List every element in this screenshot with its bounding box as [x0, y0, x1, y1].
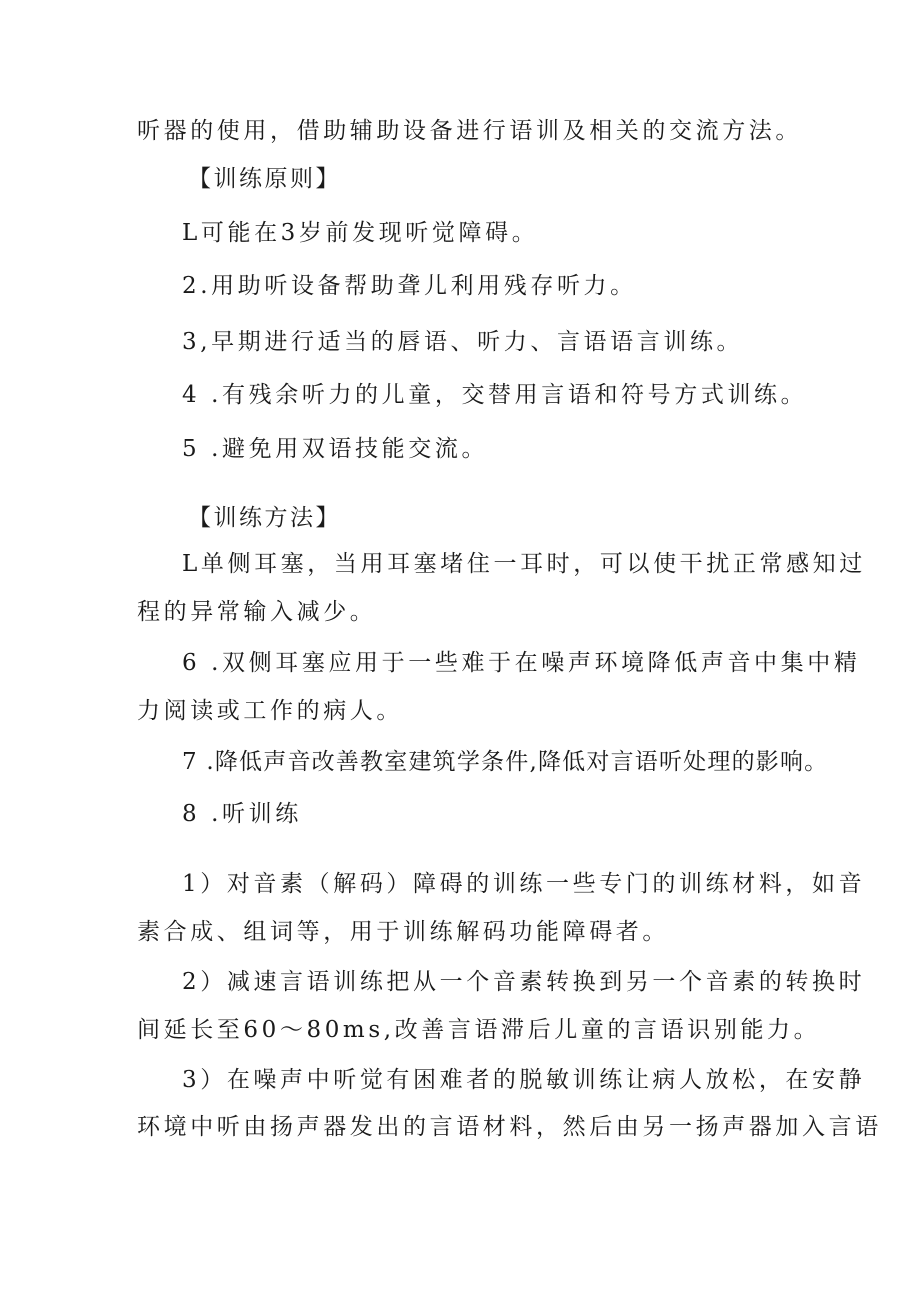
- listening-item-3-line-1: 3）在噪声中听觉有困难者的脱敏训练让病人放松，在安静: [182, 1067, 866, 1093]
- principle-item-1: L可能在3岁前发现听觉障碍。: [182, 220, 539, 246]
- listening-item-1-line-2: 素合成、组词等，用于训练解码功能障碍者。: [137, 919, 669, 945]
- principle-item-2: 2.用助听设备帮助聋儿利用残存听力。: [182, 273, 637, 299]
- listening-item-2-line-2: 间延长至60～80ms,改善言语滞后儿童的言语识别能力。: [137, 1017, 821, 1043]
- method-item-6-line-1: 6 .双侧耳塞应用于一些难于在噪声环境降低声音中集中精: [182, 650, 861, 676]
- section-heading-methods: 【训练方法】: [188, 505, 341, 531]
- method-item-1-line-1: L单侧耳塞，当用耳塞堵住一耳时，可以使干扰正常感知过: [182, 551, 866, 577]
- section-heading-principles: 【训练原则】: [188, 166, 341, 192]
- listening-item-3-line-2: 环境中听由扬声器发出的言语材料，然后由另一扬声器加入言语: [137, 1114, 882, 1140]
- listening-item-2-line-1: 2）减速言语训练把从一个音素转换到另一个音素的转换时: [182, 969, 866, 995]
- listening-item-1-line-1: 1）对音素（解码）障碍的训练一些专门的训练材料，如音: [182, 871, 866, 897]
- principle-item-4: 4 .有残余听力的儿童，交替用言语和符号方式训练。: [182, 382, 808, 408]
- method-item-6-line-2: 力阅读或工作的病人。: [137, 698, 403, 724]
- principle-item-5: 5 .避免用双语技能交流。: [182, 436, 489, 462]
- method-item-1-line-2: 程的异常输入减少。: [137, 599, 377, 625]
- method-item-7: 7 .降低声音改善教室建筑学条件,降低对言语听处理的影响。: [182, 749, 829, 775]
- paragraph-line: 听器的使用，借助辅助设备进行语训及相关的交流方法。: [137, 118, 802, 144]
- method-item-8: 8 .听训练: [182, 801, 302, 827]
- principle-item-3: 3,早期进行适当的唇语、听力、言语语言训练。: [182, 329, 744, 355]
